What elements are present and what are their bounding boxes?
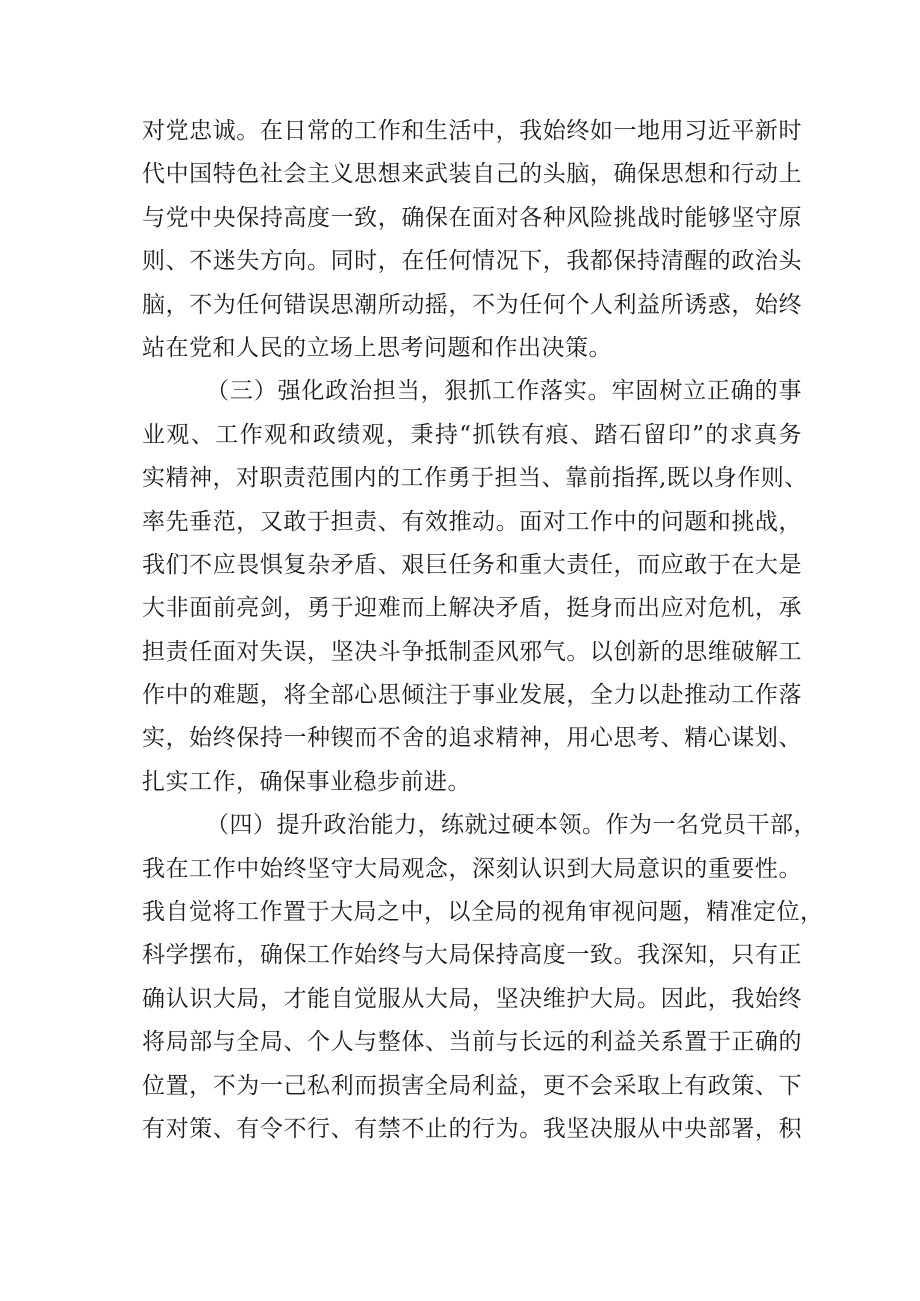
text-line: 代中国特色社会主义思想来武装自己的头脑，确保思想和行动上	[142, 161, 802, 188]
text-line: 确认识大局，才能自觉服从大局，坚决维护大局。因此，我始终	[142, 985, 802, 1012]
section-heading-line: （三）强化政治担当，狠抓工作落实。牢固树立正确的事	[206, 378, 802, 405]
text-line: 大非面前亮剑，勇于迎难而上解决矛盾，挺身而出应对危机，承	[142, 595, 802, 622]
paragraph-political-capability	[142, 804, 824, 1151]
text-line: 对党忠诚。在日常的工作和生活中，我始终如一地用习近平新时	[142, 118, 802, 144]
text-line: 我在工作中始终坚守大局观念，深刻认识到大局意识的重要性。	[142, 855, 802, 882]
text-line: 作中的难题，将全部心思倾注于事业发展，全力以赴推动工作落	[142, 682, 802, 709]
text-line: 位置，不为一己私利而损害全局利益，更不会采取上有政策、下	[142, 1072, 802, 1099]
document-body	[142, 110, 824, 1151]
text-line: 脑，不为任何错误思潮所动摇，不为任何个人利益所诱惑，始终	[142, 291, 802, 318]
text-line: 将局部与全局、个人与整体、当前与长远的利益关系置于正确的	[142, 1029, 802, 1056]
text-line: 则、不迷失方向。同时，在任何情况下，我都保持清醒的政治头	[142, 248, 802, 275]
text-line: 业观、工作观和政绩观，秉持“抓铁有痕、踏石留印”的求真务	[142, 421, 802, 448]
text-line: 我自觉将工作置于大局之中，以全局的视角审视问题，精准定位，	[142, 899, 824, 926]
text-line: 与党中央保持高度一致，确保在面对各种风险挑战时能够坚守原	[142, 204, 802, 231]
section-heading-line: （四）提升政治能力，练就过硬本领。作为一名党员干部，	[206, 812, 817, 839]
paragraph-political-responsibility	[142, 370, 808, 804]
text-line: 扎实工作，确保事业稳步前进。	[142, 768, 471, 795]
paragraph-loyalty	[142, 110, 802, 370]
text-line: 担责任面对失误，坚决斗争抵制歪风邪气。以创新的思维破解工	[142, 638, 802, 665]
text-line: 有对策、有令不行、有禁不止的行为。我坚决服从中央部署，积	[142, 1115, 802, 1142]
text-line: 我们不应畏惧复杂矛盾、艰巨任务和重大责任，而应敢于在大是	[142, 551, 802, 578]
text-line: 站在党和人民的立场上思考问题和作出决策。	[142, 334, 612, 361]
text-line: 科学摆布，确保工作始终与大局保持高度一致。我深知，只有正	[142, 942, 802, 969]
text-line: 实，始终保持一种锲而不舍的追求精神，用心思考、精心谋划、	[142, 725, 802, 752]
text-line: 率先垂范，又敢于担责、有效推动。面对工作中的问题和挑战，	[142, 508, 802, 535]
text-line: 实精神，对职责范围内的工作勇于担当、靠前指挥,既以身作则、	[142, 465, 808, 492]
